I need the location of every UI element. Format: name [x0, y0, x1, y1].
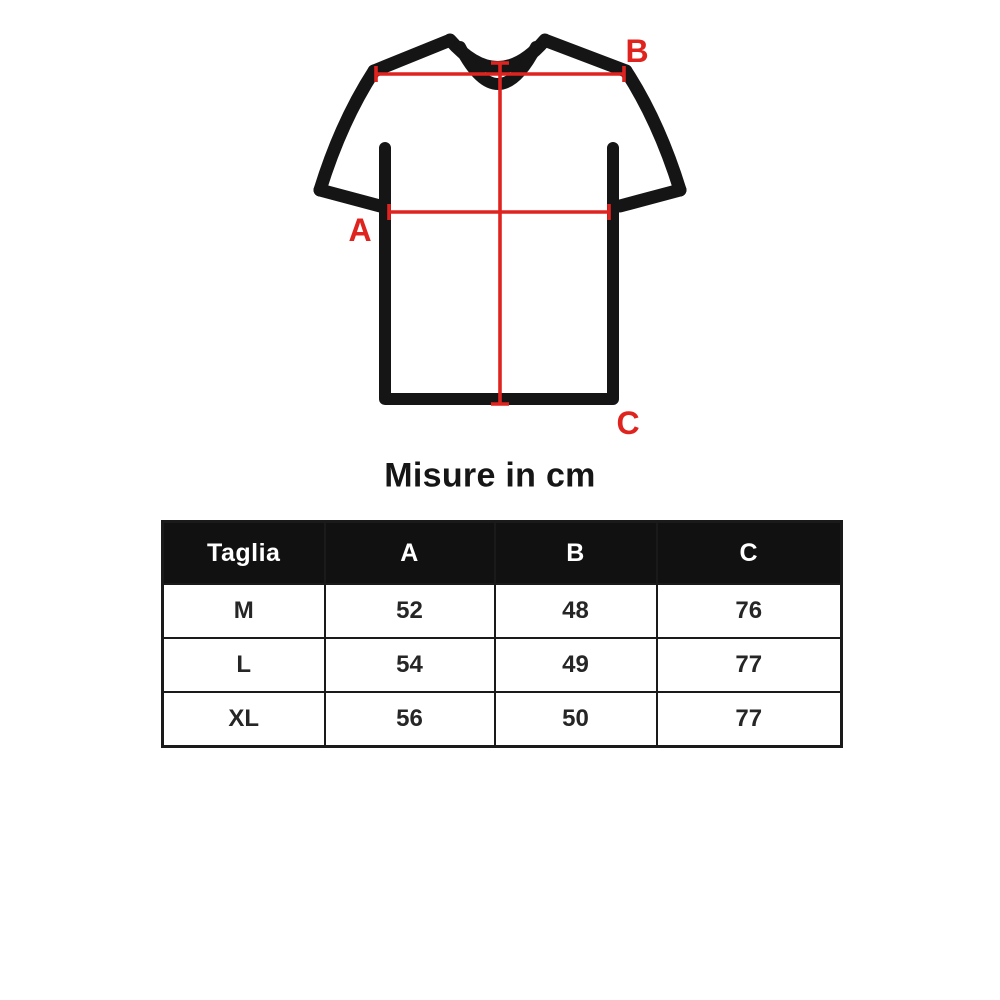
measure-cell-b: 50 [495, 692, 657, 747]
measure-cell-a: 54 [325, 638, 495, 692]
size-cell: XL [163, 692, 325, 747]
left-sleeve-hem [320, 190, 380, 206]
left-shoulder-line [374, 41, 448, 71]
size-cell: M [163, 584, 325, 638]
right-sleeve-hem [620, 190, 680, 206]
measure-cell-c: 77 [657, 638, 842, 692]
size-table [161, 520, 843, 748]
right-sleeve-outer-edge [626, 71, 680, 190]
header-cell-c: C [657, 522, 842, 585]
size-row-l [163, 638, 842, 692]
measure-cell-c: 76 [657, 584, 842, 638]
right-shoulder-line [547, 41, 626, 71]
tshirt-measurement-diagram [0, 0, 1000, 460]
header-cell-b: B [495, 522, 657, 585]
header-cell-a: A [325, 522, 495, 585]
measure-cell-b: 49 [495, 638, 657, 692]
left-sleeve-outer-edge [320, 71, 374, 190]
measurement-label-c: C [616, 405, 640, 441]
size-cell: L [163, 638, 325, 692]
measurement-label-a: A [348, 212, 372, 248]
measurement-lines [376, 63, 624, 404]
measure-cell-b: 48 [495, 584, 657, 638]
size-row-xl [163, 692, 842, 747]
measure-cell-c: 77 [657, 692, 842, 747]
header-cell-taglia: Taglia [163, 522, 325, 585]
measure-cell-a: 52 [325, 584, 495, 638]
page-title: Misure in cm [384, 456, 596, 495]
measure-cell-a: 56 [325, 692, 495, 747]
size-row-m [163, 584, 842, 638]
measurement-label-b: B [625, 33, 649, 69]
size-table-header-row [163, 522, 842, 585]
